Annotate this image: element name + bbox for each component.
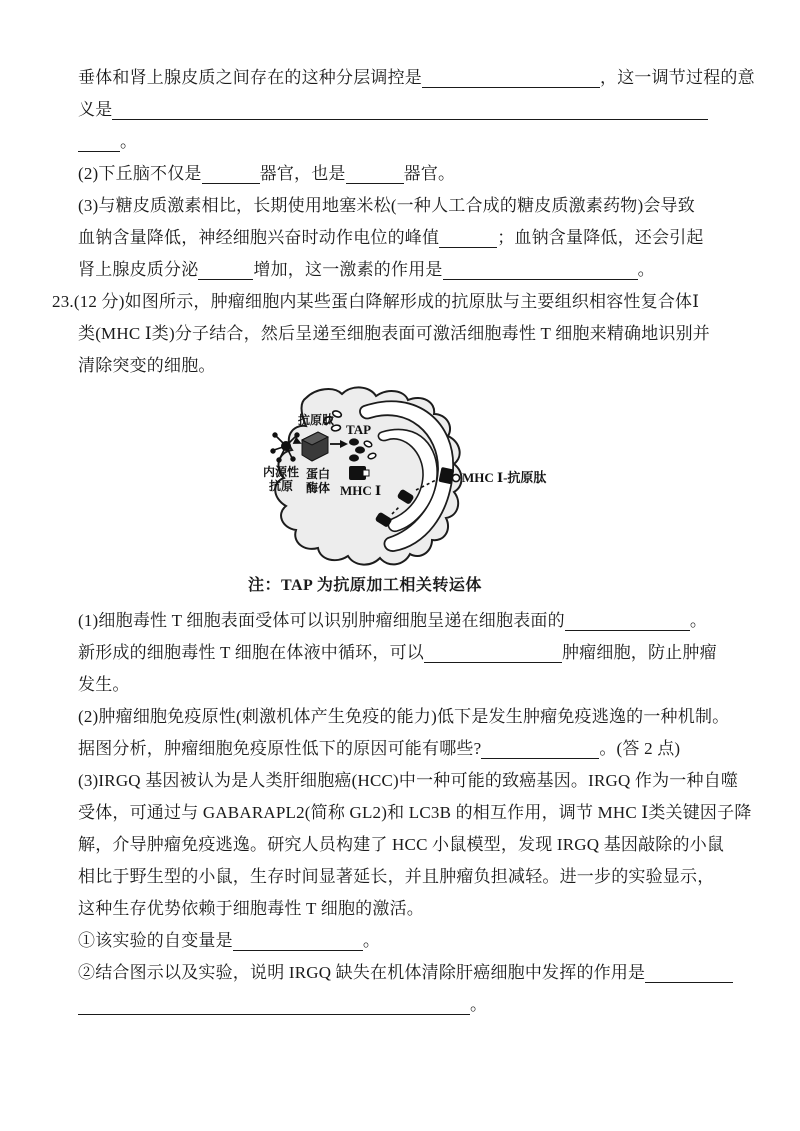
- text-segment: ，这一调节过程的意: [600, 68, 755, 87]
- text-segment: (3)IRGQ 基因被认为是人类肝细胞癌(HCC)中一种可能的致癌基因。IRGQ 作为一种自噬: [78, 771, 739, 790]
- q23-item-3c: [78, 829, 800, 861]
- q22-item-3b: [78, 222, 800, 254]
- q23-item-1b: [78, 637, 800, 669]
- answer-blank: [112, 97, 708, 120]
- q22-line-2: [78, 94, 800, 126]
- text-segment: 这种生存优势依赖于细胞毒性 T 细胞的激活。: [78, 899, 424, 918]
- q22-item-3c: [78, 254, 800, 286]
- answer-blank: [78, 992, 470, 1015]
- answer-blank: [202, 161, 260, 184]
- tap-label: TAP: [346, 422, 372, 437]
- mhc1-complex-label: MHC Ⅰ-抗原肽: [462, 470, 547, 485]
- text-segment: 。: [362, 931, 381, 950]
- text-segment: 肿瘤细胞，防止肿瘤: [561, 643, 717, 662]
- q23-item-2b: [78, 733, 800, 765]
- q23-item-3e: [78, 893, 800, 925]
- text-segment: (2)肿瘤细胞免疫原性(刺激机体产生免疫的能力)低下是发生肿瘤免疫逃逸的一种机制。: [78, 707, 730, 726]
- text-segment: ①该实验的自变量是: [78, 931, 233, 950]
- question-22-section: [52, 62, 800, 382]
- q22-line-3: [78, 126, 800, 158]
- q23-item-3b: [78, 797, 800, 829]
- answer-blank: [481, 736, 599, 759]
- text-segment: 相比于野生型的小鼠，生存时间显著延长，并且肿瘤负担减轻。进一步的实验显示，: [78, 867, 715, 886]
- text-segment: (2)下丘脑不仅是: [78, 164, 202, 183]
- q23-sub-1: [78, 925, 800, 957]
- text-segment: 器官，也是: [259, 164, 346, 183]
- answer-blank: [443, 257, 638, 280]
- text-segment: 。: [120, 132, 138, 151]
- diagram-note: 注：TAP 为抗原加工相关转运体: [248, 577, 482, 594]
- endogenous-antigen-label-2: 抗原: [269, 479, 294, 493]
- text-segment: 血钠含量降低，神经细胞兴奋时动作电位的峰值: [78, 228, 440, 247]
- answer-blank: [422, 65, 600, 88]
- q23-item-1c: [78, 669, 800, 701]
- proteasome-label-2: 酶体: [306, 481, 331, 495]
- text-segment: 发生。: [78, 675, 130, 694]
- text-segment: 。: [637, 260, 655, 279]
- text-segment: 垂体和肾上腺皮质之间存在的这种分层调控是: [78, 68, 422, 87]
- antigen-peptide-label: 抗原肽: [298, 413, 335, 427]
- q23-intro-1: [52, 286, 800, 318]
- q23-item-1a: [78, 605, 800, 637]
- answer-blank: [565, 608, 690, 631]
- text-segment: ②结合图示以及实验，说明 IRGQ 缺失在机体清除肝癌细胞中发挥的作用是: [78, 963, 646, 982]
- endogenous-antigen-label-1: 内源性: [263, 465, 300, 479]
- q23-intro-3: [78, 350, 800, 382]
- text-segment: 。: [470, 995, 488, 1014]
- q23-sub-2a: [78, 957, 800, 989]
- q22-item-3a: [78, 190, 800, 222]
- q22-item-2: [78, 158, 800, 190]
- answer-blank: [233, 928, 363, 951]
- q23-item-3d: [78, 861, 800, 893]
- text-segment: 23.(12 分)如图所示，肿瘤细胞内某些蛋白降解形成的抗原肽与主要组织相容性复合体Ⅰ: [52, 292, 700, 311]
- q22-line-1: [78, 62, 800, 94]
- text-segment: 解，介导肿瘤免疫逃逸。研究人员构建了 HCC 小鼠模型，发现 IRGQ 基因敲除的小鼠: [78, 835, 725, 854]
- text-segment: 义是: [78, 100, 113, 119]
- cell-diagram: [246, 384, 591, 569]
- q23-item-2a: [78, 701, 800, 733]
- mhc1-icon-notch: [363, 470, 369, 476]
- text-segment: 受体，可通过与 GABARAPL2(简称 GL2)和 LC3B 的相互作用，调节 MHC Ⅰ类关键因子降: [78, 803, 752, 822]
- text-segment: 。: [689, 611, 708, 630]
- question-23-section: [78, 605, 800, 1021]
- text-segment: ；血钠含量降低，还会引起: [497, 228, 704, 247]
- answer-blank: [198, 257, 253, 280]
- text-segment: 。(答 2 点): [599, 739, 681, 758]
- text-segment: 据图分析，肿瘤细胞免疫原性低下的原因可能有哪些?: [78, 739, 482, 758]
- cell-diagram-svg: [246, 384, 591, 569]
- text-segment: 增加，这一激素的作用是: [253, 260, 443, 279]
- q23-sub-2b: [78, 989, 800, 1021]
- answer-blank: [424, 640, 562, 663]
- text-segment: 器官。: [403, 164, 456, 183]
- proteasome-label-1: 蛋白: [306, 467, 331, 481]
- answer-blank: [78, 129, 120, 152]
- answer-blank: [645, 960, 733, 983]
- text-segment: 肾上腺皮质分泌: [78, 260, 199, 279]
- mhc1-label: MHC Ⅰ: [340, 483, 382, 498]
- answer-blank: [439, 225, 497, 248]
- answer-blank: [346, 161, 404, 184]
- q23-item-3a: [78, 765, 800, 797]
- q23-intro-2: [78, 318, 800, 350]
- text-segment: 清除突变的细胞。: [78, 356, 216, 375]
- text-segment: (1)细胞毒性 T 细胞表面受体可以识别肿瘤细胞呈递在细胞表面的: [78, 611, 565, 630]
- text-segment: 类(MHC Ⅰ类)分子结合，然后呈递至细胞表面可激活细胞毒性 T 细胞来精确地识别并: [78, 324, 710, 343]
- text-segment: (3)与糖皮质激素相比，长期使用地塞米松(一种人工合成的糖皮质激素药物)会导致: [78, 196, 695, 215]
- text-segment: 新形成的细胞毒性 T 细胞在体液中循环，可以: [78, 643, 424, 662]
